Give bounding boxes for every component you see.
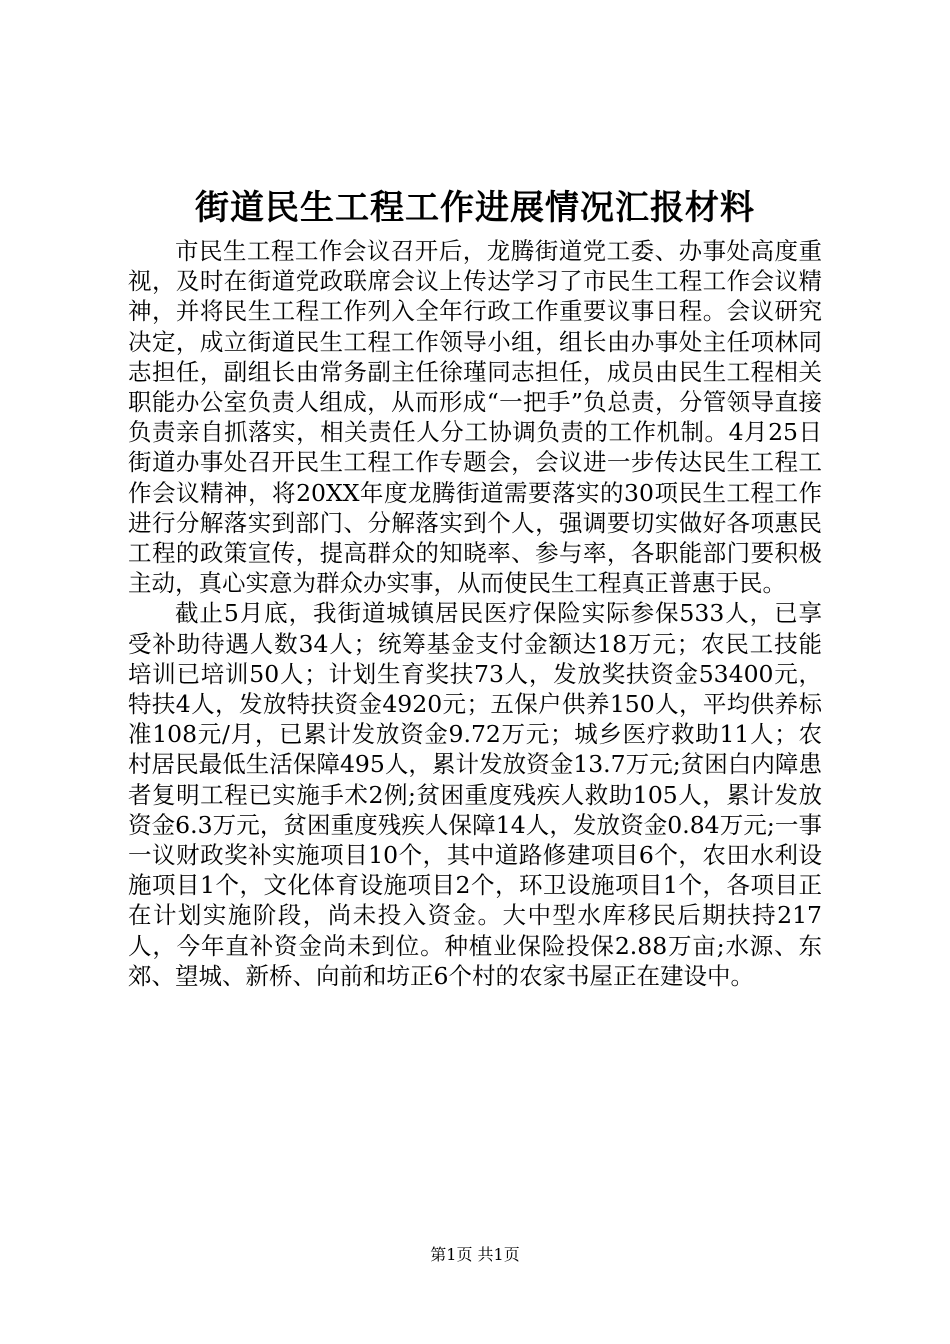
document-body bbox=[128, 236, 822, 991]
document-title: 街道民生工程工作进展情况汇报材料 bbox=[195, 188, 755, 228]
paragraph-2: 截止5月底，我街道城镇居民医疗保险实际参保533人，已享受补助待遇人数34人；统筹基金支付金额达18万元；农民工技能培训已培训50人；计划生育奖扶73人，发放奖扶资金53400元，特扶4人，发放特扶资金4920元；五保户供养150人，平均供养标准108元/月，已累计发放资金9.72万元；城乡医疗救助11人；农村居民最低生活保障495人，累计发放资金13.7万元;贫困白内障患者复明工程已实施手术2例;贫困重度残疾人救助105人，累计发放资金6.3万元，贫困重度残疾人保障14人，发放资金0.84万元;一事一议财政奖补实施项目10个，其中道路修建项目6个，农田水利设施项目1个，文化体育设施项目2个，环卫设施项目1个，各项目正在计划实施阶段，尚未投入资金。大中型水库移民后期扶持217人，今年直补资金尚未到位。种植业保险投保2.88万亩;水源、东郊、望城、新桥、向前和坊正6个村的农家书屋正在建设中。 bbox=[128, 599, 822, 990]
page-number-footer: 第1页 共1页 bbox=[430, 1245, 520, 1264]
paragraph-1: 市民生工程工作会议召开后，龙腾街道党工委、办事处高度重视，及时在街道党政联席会议上传达学习了市民生工程工作会议精神，并将民生工程工作列入全年行政工作重要议事日程。会议研究决定，成立街道民生工程工作领导小组，组长由办事处主任项林同志担任，副组长由常务副主任徐瑾同志担任，成员由民生工程相关职能办公室负责人组成，从而形成“一把手”负总责，分管领导直接负责亲自抓落实，相关责任人分工协调负责的工作机制。4月25日街道办事处召开民生工程工作专题会，会议进一步传达民生工程工作会议精神，将20XX年度龙腾街道需要落实的30项民生工程工作进行分解落实到部门、分解落实到个人，强调要切实做好各项惠民工程的政策宣传，提高群众的知晓率、参与率，各职能部门要积极主动，真心实意为群众办实事，从而使民生工程真正普惠于民。 bbox=[128, 237, 822, 598]
